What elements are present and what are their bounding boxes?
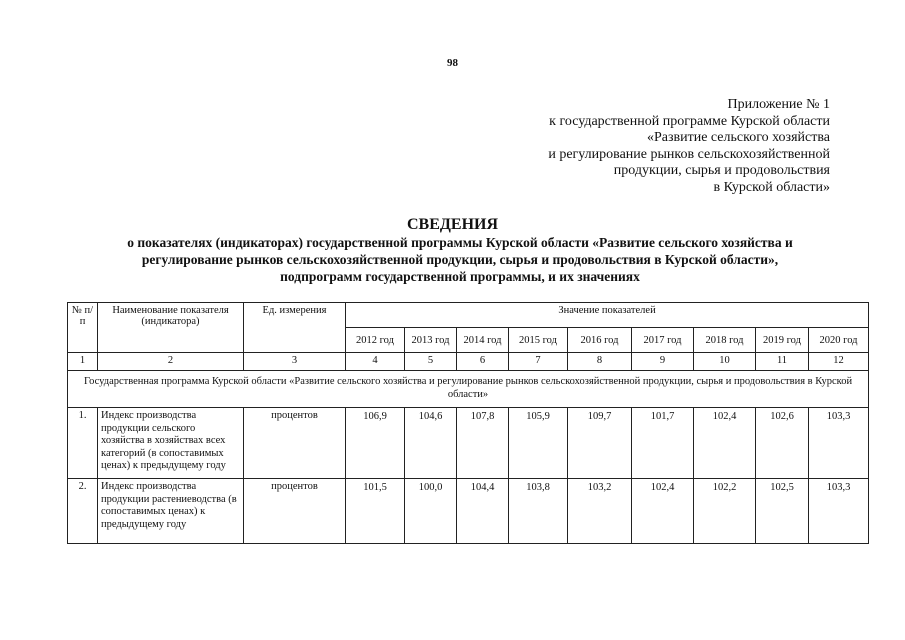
subtitle-line: регулирование рынков сельскохозяйственной продукции, сырья и продовольствия в Курской области», bbox=[141, 252, 779, 267]
row-value: 104,6 bbox=[405, 408, 457, 479]
document-subtitle bbox=[80, 234, 840, 285]
appendix-block bbox=[500, 97, 830, 196]
row-value: 103,3 bbox=[809, 479, 869, 544]
document-title: СВЕДЕНИЯ bbox=[406, 216, 499, 233]
row-name: Индекс производства продукции сельского хозяйства в хозяйствах всех категорий (в сопоставимых ценах) к предыдущему году bbox=[98, 408, 244, 479]
row-num: 1. bbox=[68, 408, 98, 479]
header-year: 2019 год bbox=[756, 328, 809, 353]
row-value: 105,9 bbox=[509, 408, 568, 479]
row-value: 102,5 bbox=[756, 479, 809, 544]
header-num: № п/п bbox=[68, 303, 98, 353]
appendix-line: к государственной программе Курской области bbox=[549, 113, 830, 129]
row-unit: процентов bbox=[244, 479, 346, 544]
row-value: 102,4 bbox=[694, 408, 756, 479]
row-value: 102,2 bbox=[694, 479, 756, 544]
row-value: 100,0 bbox=[405, 479, 457, 544]
column-number: 2 bbox=[98, 353, 244, 371]
row-value: 104,4 bbox=[457, 479, 509, 544]
column-number: 8 bbox=[568, 353, 632, 371]
header-year: 2015 год bbox=[509, 328, 568, 353]
column-number: 12 bbox=[809, 353, 869, 371]
column-number: 7 bbox=[509, 353, 568, 371]
header-name: Наименование показателя (индикатора) bbox=[98, 303, 244, 353]
row-value: 103,3 bbox=[809, 408, 869, 479]
appendix-line: «Развитие сельского хозяйства bbox=[646, 130, 830, 145]
column-number: 6 bbox=[457, 353, 509, 371]
row-value: 103,8 bbox=[509, 479, 568, 544]
column-number: 3 bbox=[244, 353, 346, 371]
header-year: 2013 год bbox=[405, 328, 457, 353]
header-unit: Ед. измерения bbox=[244, 303, 346, 353]
column-number: 9 bbox=[632, 353, 694, 371]
appendix-line: продукции, сырья и продовольствия bbox=[613, 163, 830, 178]
table-row bbox=[68, 479, 869, 544]
section-row bbox=[68, 371, 869, 408]
header-values: Значение показателей bbox=[346, 303, 869, 328]
header-year: 2020 год bbox=[809, 328, 869, 353]
indicators-table bbox=[67, 302, 869, 544]
appendix-line: в Курской области» bbox=[713, 179, 830, 195]
row-value: 101,5 bbox=[346, 479, 405, 544]
appendix-line: Приложение № 1 bbox=[727, 97, 830, 112]
row-value: 106,9 bbox=[346, 408, 405, 479]
column-number: 10 bbox=[694, 353, 756, 371]
row-value: 109,7 bbox=[568, 408, 632, 479]
column-number: 4 bbox=[346, 353, 405, 371]
row-num: 2. bbox=[68, 479, 98, 544]
subtitle-line: о показателях (индикаторах) государственной программы Курской области «Развитие сельского хозяйства и bbox=[127, 235, 793, 250]
column-number: 5 bbox=[405, 353, 457, 371]
row-value: 102,6 bbox=[756, 408, 809, 479]
header-year: 2016 год bbox=[568, 328, 632, 353]
section-title: Государственная программа Курской области «Развитие сельского хозяйства и регулирование рынков сельскохозяйственной продукции, сырья и продовольствия в Курской области» bbox=[68, 371, 869, 408]
column-number: 11 bbox=[756, 353, 809, 371]
table-row bbox=[68, 408, 869, 479]
row-value: 102,4 bbox=[632, 479, 694, 544]
row-name: Индекс производства продукции растениеводства (в сопоставимых ценах) к предыдущему году bbox=[98, 479, 244, 544]
row-value: 101,7 bbox=[632, 408, 694, 479]
header-year: 2014 год bbox=[457, 328, 509, 353]
header-year: 2018 год bbox=[694, 328, 756, 353]
row-value: 107,8 bbox=[457, 408, 509, 479]
row-value: 103,2 bbox=[568, 479, 632, 544]
appendix-line: и регулирование рынков сельскохозяйственной bbox=[548, 146, 830, 162]
page-number: 98 bbox=[447, 57, 458, 69]
column-number: 1 bbox=[68, 353, 98, 371]
subtitle-line: подпрограмм государственной программы, и их значениях bbox=[280, 269, 640, 284]
column-numbers-row bbox=[68, 353, 869, 371]
header-year: 2012 год bbox=[346, 328, 405, 353]
header-year: 2017 год bbox=[632, 328, 694, 353]
row-unit: процентов bbox=[244, 408, 346, 479]
